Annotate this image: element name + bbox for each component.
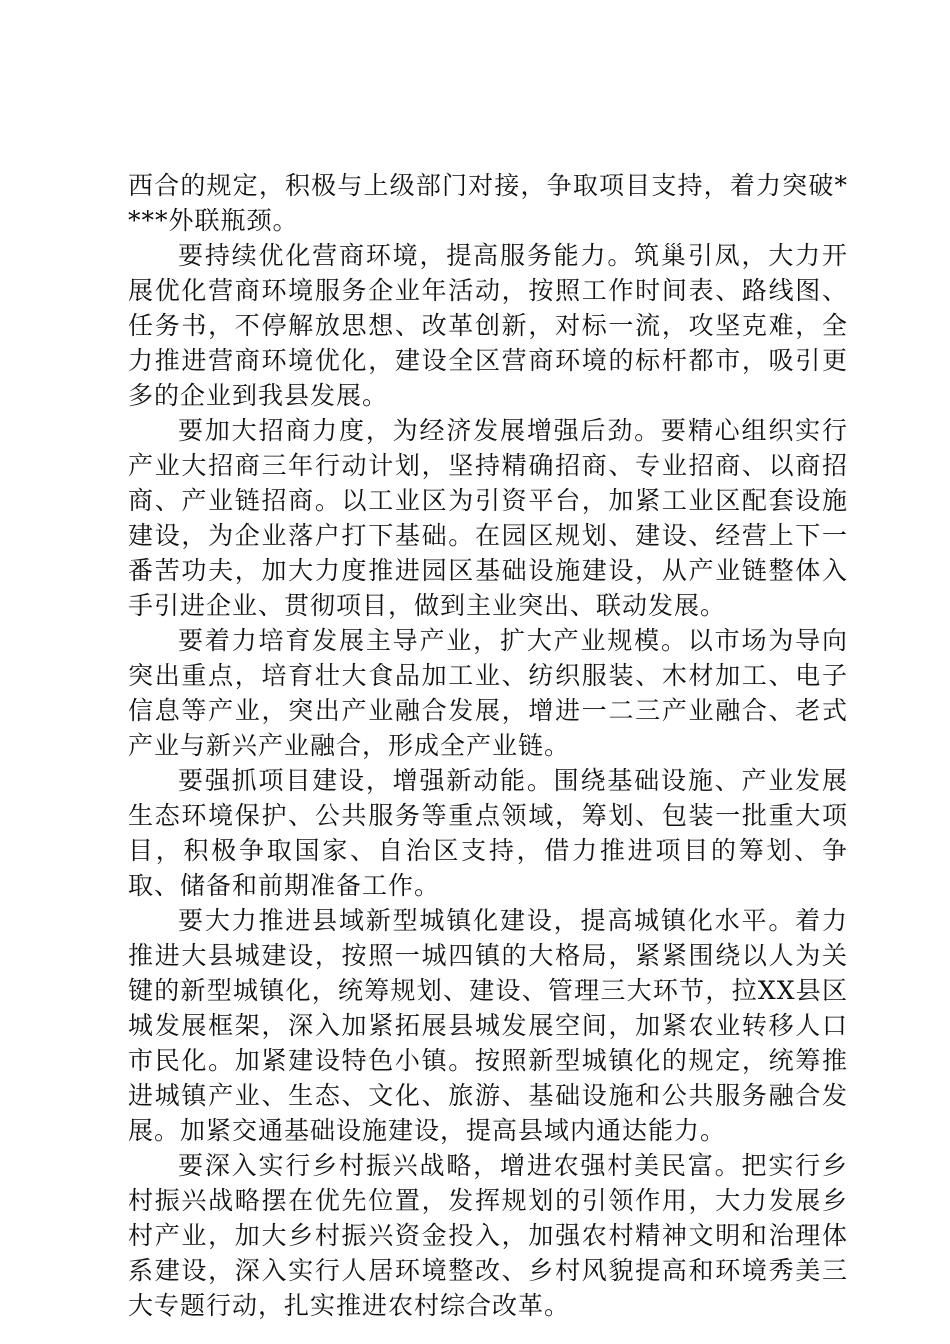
paragraph-6: 要深入实行乡村振兴战略，增进农强村美民富。把实行乡村振兴战略摆在优先位置，发挥规划的引领作用，大力发展乡村产业，加大乡村振兴资金投入，加强农村精神文明和治理体系建设，深入实行人居环境整改、乡村风貌提高和环境秀美三大专题行动，扎实推进农村综合改革。 bbox=[128, 1151, 848, 1320]
paragraph-0: 西合的规定，积极与上级部门对接，争取项目支持，着力突破****外联瓶颈。 bbox=[128, 171, 848, 235]
paragraph-2: 要加大招商力度，为经济发展增强后劲。要精心组织实行产业大招商三年行动计划，坚持精确招商、专业招商、以商招商、产业链招商。以工业区为引资平台，加紧工业区配套设施建设，为企业落户打下基础。在园区规划、建设、经营上下一番苦功夫，加大力度推进园区基础设施建设，从产业链整体入手引进企业、贯彻项目，做到主业突出、联动发展。 bbox=[128, 416, 848, 620]
paragraph-5: 要大力推进县域新型城镇化建设，提高城镇化水平。着力推进大县城建设，按照一城四镇的大格局，紧紧围绕以人为关键的新型城镇化，统筹规划、建设、管理三大环节，拉XX县区城发展框架，深入加紧拓展县城发展空间，加紧农业转移人口市民化。加紧建设特色小镇。按照新型城镇化的规定，统筹推进城镇产业、生态、文化、旅游、基础设施和公共服务融合发展。加紧交通基础设施建设，提高县域内通达能力。 bbox=[128, 906, 848, 1145]
paragraph-1: 要持续优化营商环境，提高服务能力。筑巢引凤，大力开展优化营商环境服务企业年活动，按照工作时间表、路线图、任务书，不停解放思想、改革创新，对标一流，攻坚克难，全力推进营商环境优化，建设全区营商环境的标杆都市，吸引更多的企业到我县发展。 bbox=[128, 241, 848, 410]
paragraph-4: 要强抓项目建设，增强新动能。围绕基础设施、产业发展生态环境保护、公共服务等重点领域，筹划、包装一批重大项目，积极争取国家、自治区支持，借力推进项目的筹划、争取、储备和前期准备工作。 bbox=[128, 766, 848, 900]
paragraph-3: 要着力培育发展主导产业，扩大产业规模。以市场为导向突出重点，培育壮大食品加工业、纺织服装、木材加工、电子信息等产业，突出产业融合发展，增进一二三产业融合、老式产业与新兴产业融合，形成全产业链。 bbox=[128, 626, 848, 760]
document-body bbox=[128, 168, 848, 1323]
